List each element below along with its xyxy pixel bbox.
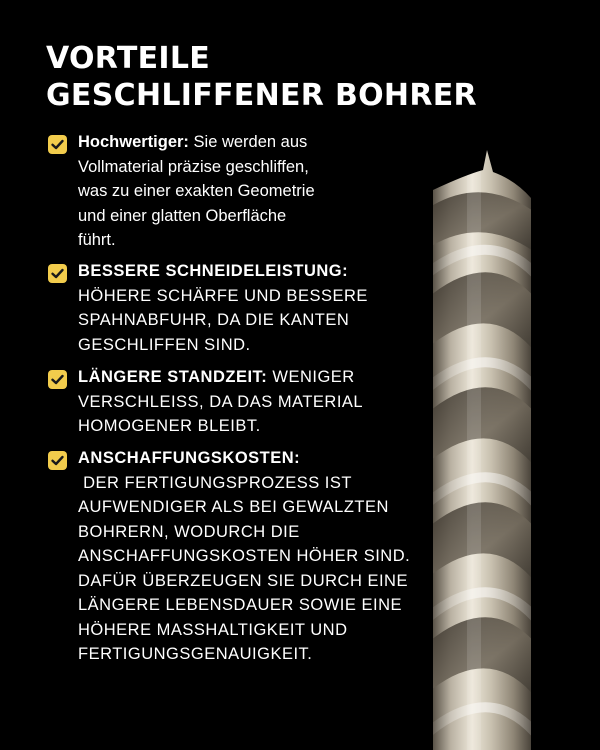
benefit-text-line: VERSCHLEISS, DA DAS MATERIAL xyxy=(78,392,364,411)
benefit-text-line: AUFWENDIGER ALS BEI GEWALZTEN xyxy=(78,498,389,516)
checkbox-check-icon xyxy=(48,370,67,389)
title-line-2: GESCHLIFFENER BOHRER xyxy=(46,78,477,113)
benefit-heading: Hochwertiger: xyxy=(78,133,189,151)
benefit-text: WENIGER xyxy=(267,368,355,386)
benefit-text-line: ANSCHAFFUNGSKOSTEN HÖHER SIND. xyxy=(78,547,411,565)
benefit-text-line: DAFÜR ÜBERZEUGEN SIE DURCH EINE xyxy=(78,571,408,590)
benefit-text-line: DER FERTIGUNGSPROZESS IST xyxy=(78,473,352,492)
benefit-text-line: was zu einer exakten Geometrie xyxy=(78,182,315,200)
benefit-text-line: HÖHERE SCHÄRFE UND BESSERE xyxy=(78,286,368,305)
benefit-text-line: BOHRERN, WODURCH DIE xyxy=(78,522,300,541)
page-title xyxy=(46,40,477,114)
drill-bit-image xyxy=(405,150,600,750)
benefit-heading: BESSERE SCHNEIDELEISTUNG: xyxy=(78,262,349,280)
benefit-text: Sie werden aus xyxy=(188,133,308,151)
benefit-heading: LÄNGERE STANDZEIT: xyxy=(78,368,268,386)
benefit-text-line: SPAHNABFUHR, DA DIE KANTEN xyxy=(78,311,350,329)
benefit-text-line: HÖHERE MASSHALTIGKEIT UND xyxy=(78,620,348,639)
benefit-text-line: LÄNGERE LEBENSDAUER SOWIE EINE xyxy=(78,596,402,614)
title-line-1: VORTEILE xyxy=(46,41,211,76)
benefit-text-line: FERTIGUNGSGENAUIGKEIT. xyxy=(78,645,313,663)
benefit-text-line: führt. xyxy=(78,231,116,249)
benefit-text-line: HOMOGENER BLEIBT. xyxy=(78,417,261,435)
benefit-text-line: GESCHLIFFEN SIND. xyxy=(78,335,251,354)
benefit-heading: ANSCHAFFUNGSKOSTEN: xyxy=(78,449,301,467)
checkbox-check-icon xyxy=(48,264,67,283)
benefit-text-line: Vollmaterial präzise geschliffen, xyxy=(78,157,309,176)
checkbox-check-icon xyxy=(48,135,67,154)
benefit-text-line: und einer glatten Oberfläche xyxy=(78,206,287,225)
checkbox-check-icon xyxy=(48,451,67,470)
